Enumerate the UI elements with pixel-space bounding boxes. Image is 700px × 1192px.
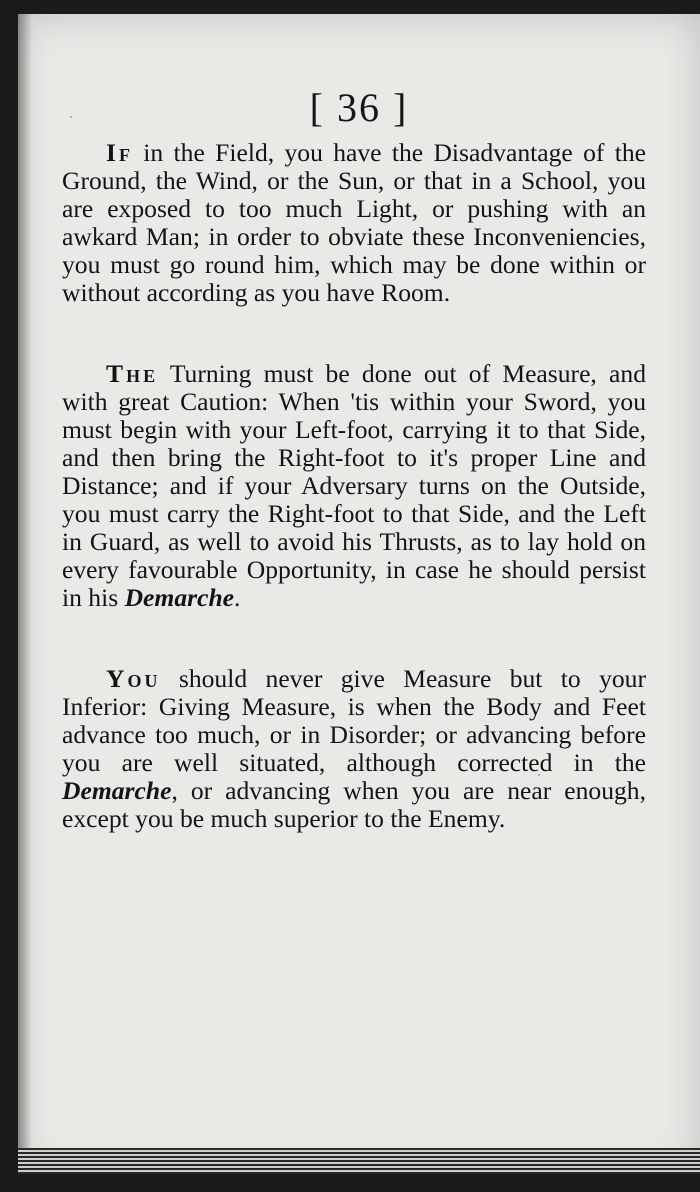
print-speck	[448, 409, 450, 411]
print-speck	[538, 774, 540, 776]
paragraph-2-lead: The	[106, 359, 159, 388]
paragraph-2	[62, 360, 646, 612]
page-bottom-edge	[18, 1148, 700, 1174]
book-page	[18, 14, 700, 1174]
paragraph-2-italic: Demarche	[124, 583, 235, 612]
body-text	[62, 139, 646, 886]
paragraph-3-text: should never give Measure but to your Inferior: Giving Measure, is when the Body and Feet advance too much, or in Disorder; or advancing before you are well situated, although corrected in the	[62, 664, 646, 777]
paragraph-1	[62, 139, 646, 307]
paragraph-3-lead: You	[106, 664, 161, 693]
page-number: [ 36 ]	[309, 85, 409, 130]
paragraph-3-italic: Demarche	[62, 776, 172, 805]
paragraph-2-end: .	[234, 583, 241, 612]
paragraph-2-text: Turning must be done out of Measure, and with great Caution: When 'tis within your Sword, you must begin with your Left-foot, carrying it to that Side, and then bring the Right-foot to it's proper Line and Distance; and if your Adversary turns on the Outside, you must carry the Right-foot to that Side, and the Left in Guard, as well to avoid his Thrusts, as to lay hold on every favourable Opportunity, in case he should persist in his	[62, 359, 646, 612]
page-spine-shadow	[18, 14, 32, 1174]
print-speck	[70, 116, 72, 118]
paragraph-1-text: in the Field, you have the Disadvantage of the Ground, the Wind, or the Sun, or that in a School, you are exposed to too much Light, or pushing with an awkard Man; in order to obviate these Inconveniencies, you must go round him, which may be done within or without according as you have Room.	[62, 138, 646, 307]
paragraph-1-lead: If	[106, 138, 133, 167]
paragraph-3-text-cont: , or advancing when you are near enough, except you be much superior to the Enemy.	[62, 776, 646, 833]
paragraph-3	[62, 665, 646, 833]
